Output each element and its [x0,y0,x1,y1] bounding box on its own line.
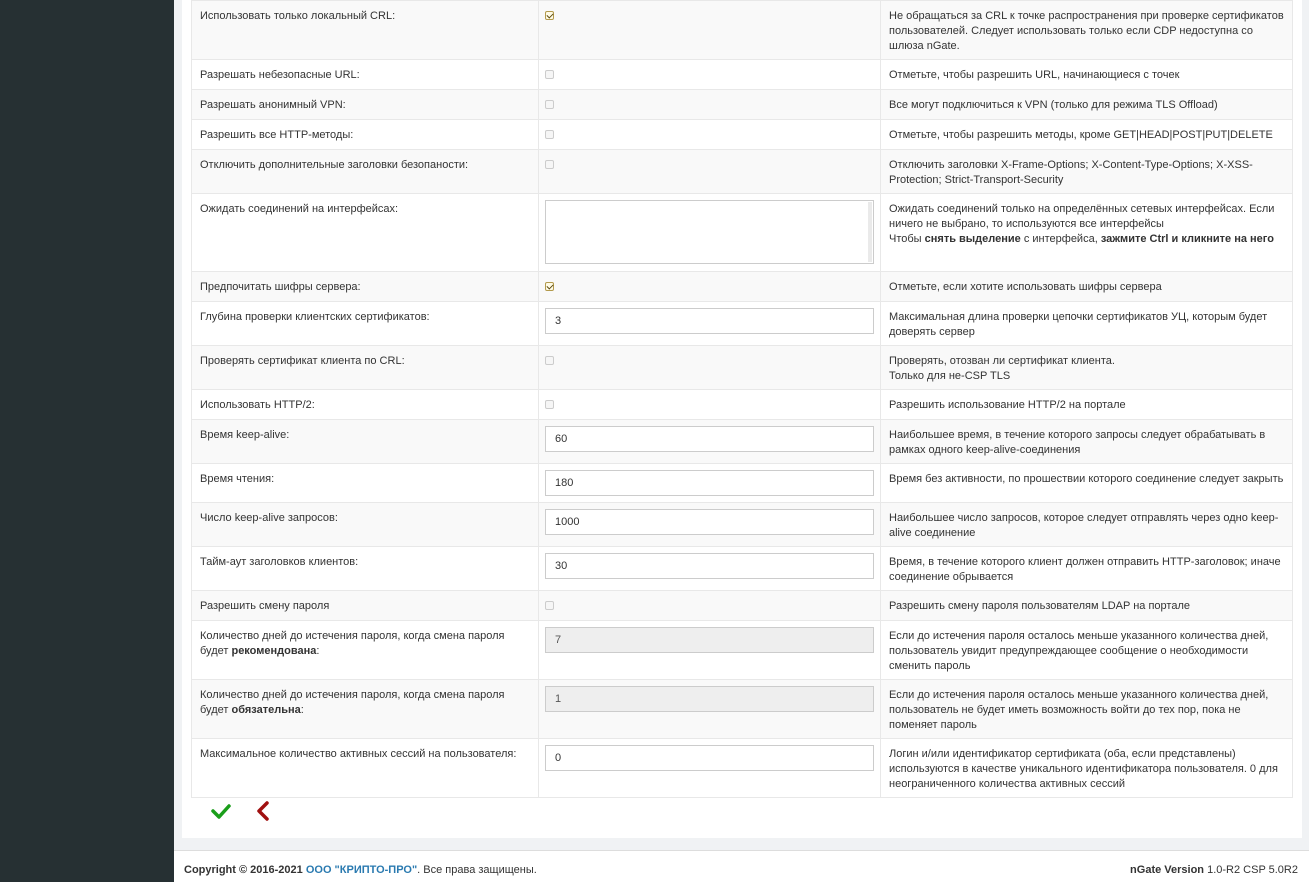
settings-row [192,60,1293,90]
setting-control [539,390,881,420]
setting-checkbox[interactable] [545,400,554,409]
setting-label: Максимальное количество активных сессий на пользователя: [192,739,539,798]
setting-control [539,120,881,150]
setting-label: Ожидать соединений на интерфейсах: [192,194,539,272]
setting-control [539,591,881,621]
setting-checkbox[interactable] [545,160,554,169]
setting-input[interactable]: 0 [545,745,874,771]
settings-row [192,1,1293,60]
setting-label: Время чтения: [192,464,539,503]
setting-control [539,739,881,798]
settings-row [192,464,1293,503]
setting-description: Проверять, отозван ли сертификат клиента. Только для не-CSP TLS [881,346,1293,390]
setting-label: Число keep-alive запросов: [192,503,539,547]
setting-description: Максимальная длина проверки цепочки сертификатов УЦ, которым будет доверять сервер [881,302,1293,346]
setting-control [539,680,881,739]
settings-row [192,90,1293,120]
settings-row [192,547,1293,591]
settings-row [192,346,1293,390]
setting-checkbox[interactable] [545,70,554,79]
check-icon[interactable] [210,800,232,822]
setting-label: Разрешать небезопасные URL: [192,60,539,90]
setting-description: Отметьте, чтобы разрешить URL, начинающиеся с точек [881,60,1293,90]
chevron-left-icon[interactable] [252,800,274,822]
setting-checkbox[interactable] [545,130,554,139]
setting-description: Отметьте, чтобы разрешить методы, кроме GET|HEAD|POST|PUT|DELETE [881,120,1293,150]
settings-panel [182,0,1302,838]
setting-input[interactable]: 30 [545,553,874,579]
setting-label: Разрешить смену пароля [192,591,539,621]
setting-checkbox[interactable] [545,601,554,610]
setting-description: Разрешить смену пароля пользователям LDAP на портале [881,591,1293,621]
setting-label: Время keep-alive: [192,420,539,464]
settings-row [192,302,1293,346]
settings-row [192,150,1293,194]
setting-label: Разрешить все HTTP-методы: [192,120,539,150]
settings-row [192,503,1293,547]
setting-description: Отключить заголовки X-Frame-Options; X-Content-Type-Options; X-XSS-Protection; Strict-Transport-Security [881,150,1293,194]
settings-row [192,621,1293,680]
setting-input[interactable]: 3 [545,308,874,334]
setting-description: Не обращаться за CRL к точке распространения при проверке сертификатов пользователей. Следует использовать только если CDP недоступна со шлюза nGate. [881,1,1293,60]
setting-control [539,150,881,194]
setting-control [539,547,881,591]
version-info [1130,864,1298,876]
setting-checkbox[interactable] [545,356,554,365]
setting-description: Ожидать соединений только на определённых сетевых интерфейсах. Если ничего не выбрано, то используются все интерфейсы Чтобы снять выделение с интерфейса, зажмите Ctrl и кликните на него [881,194,1293,272]
settings-row [192,120,1293,150]
main-content [174,0,1309,850]
setting-description: Все могут подключиться к VPN (только для режима TLS Offload) [881,90,1293,120]
setting-description: Отметьте, если хотите использовать шифры сервера [881,272,1293,302]
setting-control [539,420,881,464]
setting-control [539,1,881,60]
footer [174,850,1309,882]
rights-text: . Все права защищены. [417,864,537,876]
interfaces-multiselect[interactable] [545,200,874,264]
setting-description: Логин и/или идентификатор сертификата (оба, если представлены) используются в качестве уникального идентификатора пользователя. 0 для неограниченного количества активных сессий [881,739,1293,798]
setting-description: Если до истечения пароля осталось меньше указанного количества дней, пользователь не будет иметь возможность войти до тех пор, пока не поменяет пароль [881,680,1293,739]
settings-row [192,272,1293,302]
settings-row [192,420,1293,464]
settings-table [191,0,1293,798]
setting-description: Время без активности, по прошествии которого соединение следует закрыть [881,464,1293,503]
setting-label: Использовать HTTP/2: [192,390,539,420]
setting-input[interactable]: 1 [545,686,874,712]
setting-label: Количество дней до истечения пароля, когда смена пароля будет обязательна: [192,680,539,739]
settings-row [192,591,1293,621]
setting-label: Количество дней до истечения пароля, когда смена пароля будет рекомендована: [192,621,539,680]
setting-control [539,194,881,272]
setting-description: Разрешить использование HTTP/2 на портале [881,390,1293,420]
setting-label: Тайм-аут заголовков клиентов: [192,547,539,591]
scrollbar[interactable] [868,202,872,262]
setting-input[interactable]: 60 [545,426,874,452]
setting-label: Проверять сертификат клиента по CRL: [192,346,539,390]
version-value: 1.0-R2 CSP 5.0R2 [1204,864,1298,876]
sidebar [0,0,174,882]
setting-checkbox[interactable] [545,11,554,20]
setting-label: Использовать только локальный CRL: [192,1,539,60]
setting-checkbox[interactable] [545,100,554,109]
setting-control [539,90,881,120]
setting-description: Если до истечения пароля осталось меньше указанного количества дней, пользователь увидит предупреждающее сообщение о необходимости сменить пароль [881,621,1293,680]
setting-control [539,464,881,503]
setting-label: Разрешать анонимный VPN: [192,90,539,120]
company-link[interactable]: ООО "КРИПТО-ПРО" [305,864,418,876]
settings-row [192,194,1293,272]
settings-row [192,739,1293,798]
setting-input[interactable]: 180 [545,470,874,496]
setting-label: Отключить дополнительные заголовки безопаности: [192,150,539,194]
setting-control [539,302,881,346]
setting-input[interactable]: 1000 [545,509,874,535]
copyright [184,864,537,876]
setting-label: Глубина проверки клиентских сертификатов: [192,302,539,346]
version-label: nGate Version [1130,864,1205,876]
setting-description: Наибольшее число запросов, которое следует отправлять через одно keep-alive соединение [881,503,1293,547]
settings-row [192,680,1293,739]
setting-label: Предпочитать шифры сервера: [192,272,539,302]
copyright-text: Copyright © 2016-2021 [184,864,303,876]
setting-control [539,60,881,90]
setting-control [539,346,881,390]
setting-input[interactable]: 7 [545,627,874,653]
setting-control [539,272,881,302]
setting-description: Время, в течение которого клиент должен отправить HTTP-заголовок; иначе соединение обрывается [881,547,1293,591]
setting-control [539,503,881,547]
setting-control [539,621,881,680]
setting-description: Наибольшее время, в течение которого запросы следует обрабатывать в рамках одного keep-alive-соединения [881,420,1293,464]
settings-row [192,390,1293,420]
setting-checkbox[interactable] [545,282,554,291]
